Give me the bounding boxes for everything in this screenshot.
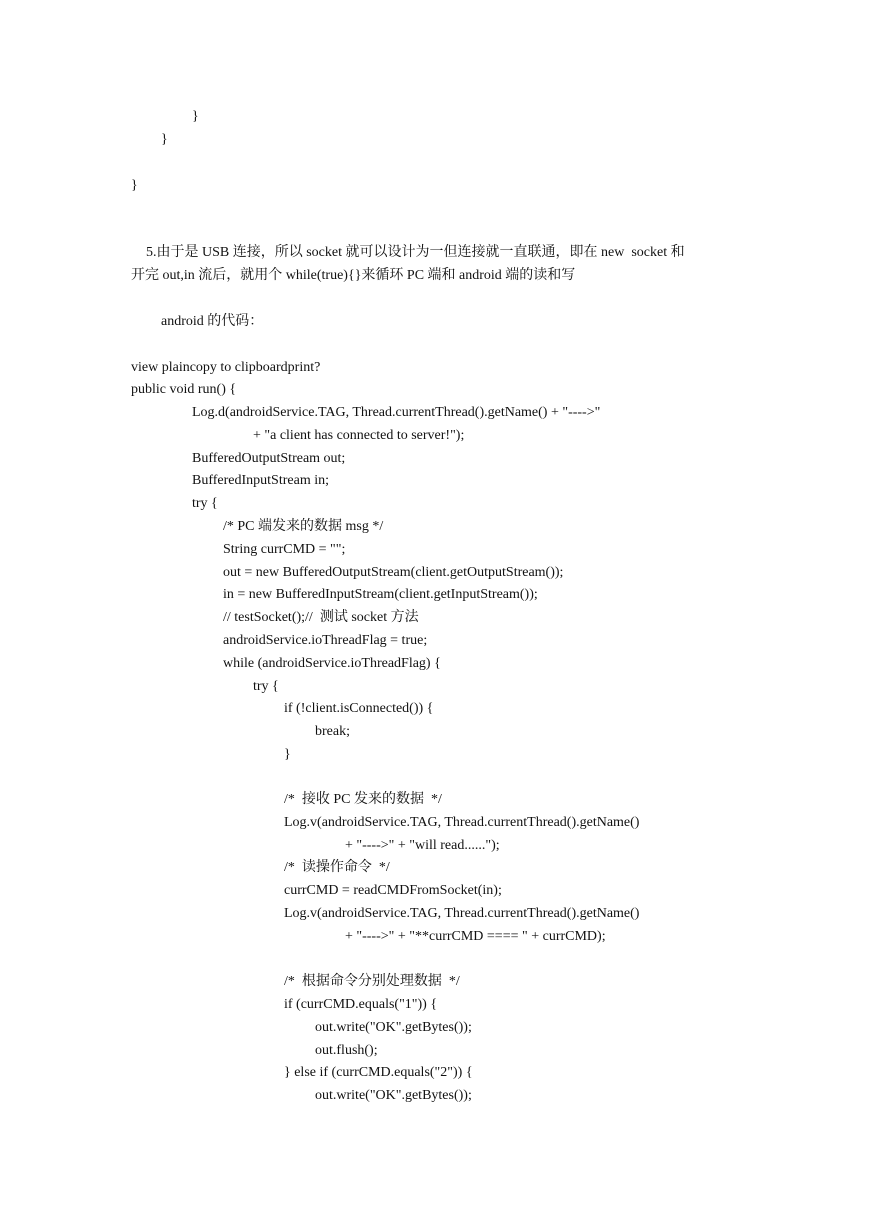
code-line: BufferedInputStream in; (192, 473, 329, 488)
view-plain-link: view plaincopy to clipboardprint? (131, 360, 321, 375)
code-line: if (currCMD.equals("1")) { (284, 997, 438, 1012)
code-line: } (161, 132, 168, 147)
code-line: } (284, 747, 291, 762)
code-line: + "a client has connected to server!"); (253, 428, 465, 443)
code-line: in = new BufferedInputStream(client.getInputStream()); (223, 587, 538, 602)
code-line: public void run() { (131, 382, 237, 397)
paragraph-line: 开完 out,in 流后，就用个 while(true){}来循环 PC 端和 android 端的读和写 (131, 268, 576, 283)
code-line: /* 接收 PC 发来的数据 */ (284, 792, 442, 807)
code-line: /* 读操作命令 */ (284, 860, 390, 875)
section-heading: android 的代码： (161, 314, 264, 329)
code-line: out.write("OK".getBytes()); (315, 1088, 472, 1103)
code-line: String currCMD = ""; (223, 542, 346, 557)
code-line: while (androidService.ioThreadFlag) { (223, 656, 441, 671)
code-line: try { (192, 496, 218, 511)
code-line: out = new BufferedOutputStream(client.getOutputStream()); (223, 565, 564, 580)
code-line: + "---->" + "will read......"); (345, 838, 500, 853)
code-line: } (192, 109, 199, 124)
code-line: currCMD = readCMDFromSocket(in); (284, 883, 502, 898)
code-line: androidService.ioThreadFlag = true; (223, 633, 428, 648)
code-line: out.flush(); (315, 1043, 378, 1058)
code-line: } else if (currCMD.equals("2")) { (284, 1065, 473, 1080)
code-line: /* PC 端发来的数据 msg */ (223, 519, 384, 534)
paragraph-line: 5.由于是 USB 连接，所以 socket 就可以设计为一但连接就一直联通，即在 new socket 和 (146, 245, 685, 260)
code-line: out.write("OK".getBytes()); (315, 1020, 472, 1035)
code-line: // testSocket();// 测试 socket 方法 (223, 610, 419, 625)
code-line: try { (253, 679, 279, 694)
code-line: break; (315, 724, 350, 739)
code-line: Log.d(androidService.TAG, Thread.currentThread().getName() + "---->" (192, 405, 601, 420)
code-line: + "---->" + "**currCMD ==== " + currCMD); (345, 929, 606, 944)
code-line: Log.v(androidService.TAG, Thread.currentThread().getName() (284, 815, 640, 830)
code-line: Log.v(androidService.TAG, Thread.currentThread().getName() (284, 906, 640, 921)
code-line: BufferedOutputStream out; (192, 451, 346, 466)
code-line: if (!client.isConnected()) { (284, 701, 434, 716)
code-line: /* 根据命令分别处理数据 */ (284, 974, 460, 989)
code-line: } (131, 178, 138, 193)
